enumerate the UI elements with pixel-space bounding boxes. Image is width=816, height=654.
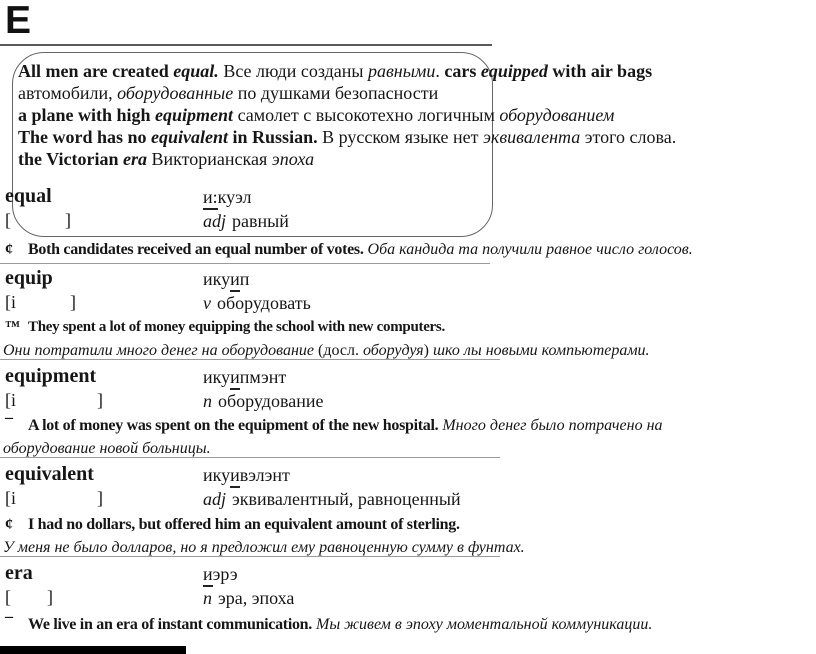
entry-equip — [0, 266, 816, 316]
translation: эра, эпоха — [218, 588, 295, 608]
entry-equal — [0, 184, 816, 234]
text-segment: the Victorian — [18, 149, 123, 169]
section-letter-rule — [0, 44, 492, 46]
translation: эквивалентный, равноценный — [232, 489, 461, 509]
text-segment: I had no dollars, but offered him an equivalent amount of sterling. — [28, 516, 460, 533]
pos-label: adj — [203, 489, 227, 509]
pronunciation — [203, 186, 252, 208]
section-letter: E — [5, 0, 32, 42]
pos-label: n — [203, 588, 212, 608]
example-line — [5, 239, 693, 260]
pronunciation — [203, 563, 238, 585]
pron-stressed: и: — [203, 187, 218, 210]
text-segment: эквивалента — [482, 127, 581, 147]
text-segment: equipment — [155, 105, 234, 125]
text-segment: a plane with high — [18, 105, 156, 125]
pron-pre: ику — [203, 269, 231, 289]
text-segment: cars — [444, 61, 481, 81]
section-divider — [0, 359, 500, 360]
headword: equivalent — [5, 463, 94, 485]
pron-post: эрэ — [212, 564, 238, 584]
pron-stressed: и — [230, 367, 240, 390]
text-segment: with air bags — [547, 61, 653, 81]
text-segment: этого слова. — [580, 127, 677, 147]
box-example-line — [18, 104, 814, 126]
example-line — [5, 614, 652, 635]
text-segment: equipped — [480, 61, 548, 81]
entry-equipment — [0, 364, 816, 414]
pos-translation — [203, 292, 311, 314]
entry-era — [0, 561, 816, 611]
section-divider — [0, 457, 500, 458]
pron-pre: ику — [203, 367, 231, 387]
pos-translation — [203, 587, 294, 609]
text-segment: They spent a lot of money equipping the school with new computers. — [28, 319, 445, 335]
bullet-symbol: ¢ — [5, 241, 13, 258]
translation: оборудование — [218, 391, 324, 411]
text-segment: самолет с высокотехно логичным — [233, 105, 500, 125]
text-segment: Они потратили много денег на оборудование — [3, 342, 319, 359]
text-segment: равными — [367, 61, 436, 81]
transcription-brackets: [ ] — [5, 210, 71, 230]
pronunciation — [203, 366, 286, 388]
text-segment: по душками безопасности — [233, 83, 439, 103]
text-segment: equal. — [173, 61, 219, 81]
pron-stressed: и — [230, 465, 240, 488]
text-segment: All men are created — [18, 61, 174, 81]
text-segment: Оба кандида та получили равное число голосов. — [363, 241, 693, 258]
text-segment: era — [123, 149, 147, 169]
text-segment: У меня не было долларов, но я предложил ему равноценную сумму в фунтах. — [3, 539, 525, 556]
transcription-brackets: [i ] — [5, 292, 76, 312]
box-example-line — [18, 126, 814, 148]
bullet-symbol: ¢ — [5, 516, 13, 533]
text-segment: (досл. — [318, 342, 363, 359]
transcription-brackets: [ ] — [5, 587, 53, 607]
pron-post: куэл — [217, 187, 252, 207]
text-segment: оборудованием — [499, 105, 615, 125]
text-segment: ) — [423, 342, 429, 359]
pronunciation — [203, 268, 249, 290]
text-segment: В русском языке нет — [317, 127, 483, 147]
text-segment: шко лы новыми компьютерами. — [428, 342, 650, 359]
section-divider — [0, 263, 490, 264]
pron-post: вэлэнт — [239, 465, 290, 485]
text-segment: эпоха — [271, 149, 315, 169]
text-segment: Викторианская — [147, 149, 272, 169]
text-segment: Мы живем в эпоху моментальной коммуникации. — [311, 616, 653, 633]
text-segment: The word has no — [18, 127, 152, 147]
text-segment: оборудованные — [117, 83, 234, 103]
text-segment: автомобили, — [18, 83, 118, 103]
examples-box-text — [18, 60, 814, 170]
section-divider — [0, 556, 500, 557]
text-segment: Все люди созданы — [218, 61, 368, 81]
pronunciation — [203, 464, 290, 486]
text-segment: A lot of money was spent on the equipment of the new hospital. — [28, 417, 439, 434]
example-line — [5, 415, 663, 436]
example-line — [3, 537, 525, 558]
headword: equipment — [5, 365, 97, 387]
text-segment: equivalent — [151, 127, 229, 147]
pron-post: пмэнт — [239, 367, 287, 387]
text-segment: in Russian. — [228, 127, 318, 147]
text-segment: Both candidates received an equal number of votes. — [28, 241, 364, 258]
pos-translation — [203, 210, 289, 232]
example-line — [5, 317, 445, 338]
entry-equivalent — [0, 462, 816, 512]
pos-translation — [203, 390, 323, 412]
box-example-line — [18, 148, 814, 170]
pos-label: v — [203, 293, 211, 313]
example-line — [3, 438, 211, 459]
pos-label: n — [203, 391, 212, 411]
bullet-symbol: ¯ — [5, 417, 13, 434]
example-line — [5, 514, 460, 535]
translation: равный — [232, 211, 289, 231]
pron-pre: ику — [203, 465, 231, 485]
bullet-symbol: ™ — [5, 319, 20, 335]
pos-translation — [203, 488, 461, 510]
pos-label: adj — [203, 211, 227, 231]
box-example-line — [18, 82, 814, 104]
text-segment: Много денег было потрачено на — [438, 417, 663, 434]
text-segment: оборудование новой больницы. — [3, 440, 211, 457]
pron-stressed: и — [203, 564, 213, 587]
translation: оборудовать — [217, 293, 311, 313]
headword: era — [5, 562, 33, 584]
text-segment: We live in an era of instant communication. — [28, 616, 312, 633]
pron-post: п — [239, 269, 250, 289]
text-segment: оборудуя — [362, 342, 424, 359]
box-example-line — [18, 60, 814, 82]
transcription-brackets: [i ] — [5, 488, 103, 508]
pron-stressed: и — [230, 269, 240, 292]
headword: equip — [5, 267, 53, 289]
black-redaction-bar — [0, 646, 186, 654]
example-line — [3, 340, 650, 361]
headword: equal — [5, 185, 52, 207]
transcription-brackets: [i ] — [5, 390, 103, 410]
text-segment: . — [435, 61, 445, 81]
bullet-symbol: ¯ — [5, 616, 13, 633]
